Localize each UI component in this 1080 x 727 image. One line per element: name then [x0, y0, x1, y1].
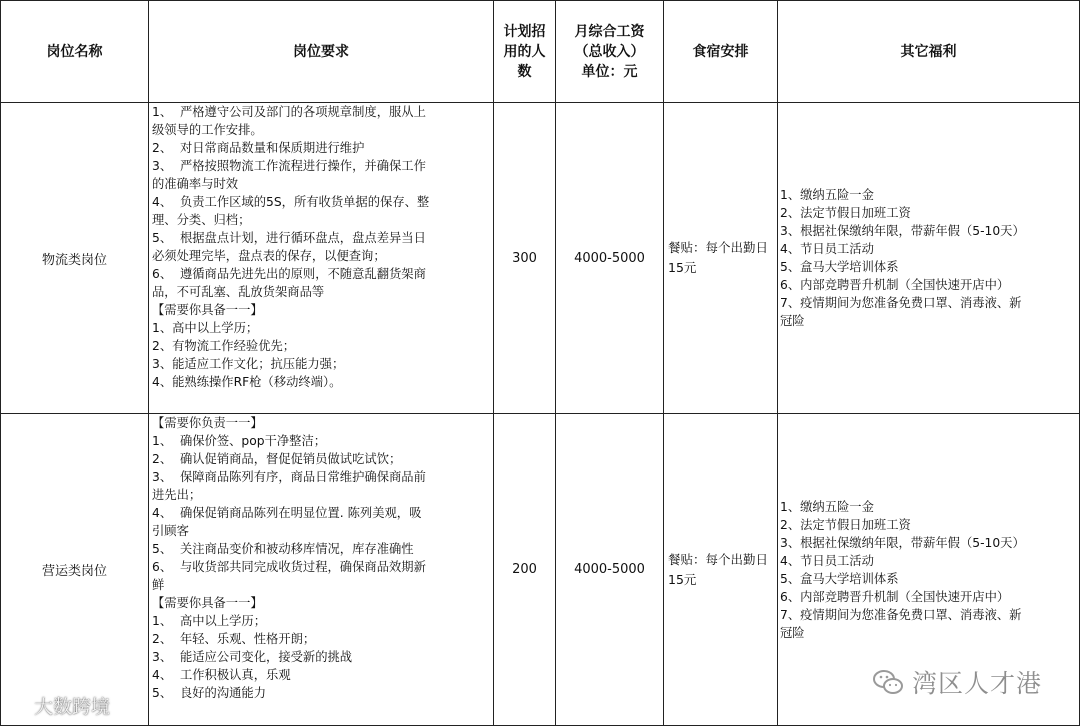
text-line: 6、 与收货部共同完成收货过程，确保商品效期新 [152, 560, 426, 574]
text-line: 的准确率与时效 [152, 177, 239, 191]
text-line: 2、 对日常商品数量和保质期进行维护 [152, 141, 365, 155]
header-headcount-line: 计划招 [503, 23, 546, 40]
text-line: 3、 严格按照物流工作流程进行操作，并确保工作 [152, 159, 426, 173]
header-headcount-line: 用的人 [503, 43, 546, 60]
text-line: 引顾客 [152, 524, 189, 538]
salary-cell: 4000-5000 [556, 414, 664, 726]
benefits-cell [778, 414, 1080, 726]
text-line: 品，不可乱塞、乱放货架商品等 [152, 285, 325, 299]
position-cell: 营运类岗位 [1, 414, 149, 726]
text-line: 2、 确认促销商品，督促促销员做试吃试饮； [152, 452, 402, 466]
text-line: 5、 良好的沟通能力 [152, 686, 267, 700]
text-line: 1、缴纳五险一金 [780, 499, 874, 514]
text-line: 5、 根据盘点计划，进行循环盘点，盘点差异当日 [152, 231, 426, 245]
text-line: 4、节日员工活动 [780, 242, 874, 256]
text-line: 7、疫情期间为您准备免费口罩、消毒液、新 [780, 607, 1022, 622]
text-line: 4、节日员工活动 [780, 553, 874, 568]
text-line: 6、内部竞聘晋升机制（全国快速开店中） [780, 278, 1010, 292]
text-line: 2、 年轻、乐观、性格开朗； [152, 632, 316, 646]
header-headcount-line: 数 [517, 63, 532, 80]
text-line: 3、根据社保缴纳年限，带薪年假（5-10天） [780, 535, 1025, 550]
text-line: 1、高中以上学历； [152, 321, 259, 335]
header-board: 食宿安排 [664, 1, 778, 103]
text-line: 5、 关注商品变价和被动移库情况，库存准确性 [152, 542, 414, 556]
header-salary-line: 月综合工资 [574, 23, 645, 40]
header-salary [556, 1, 664, 103]
requirements-cell [149, 414, 494, 726]
text-line: 级领导的工作安排。 [152, 123, 263, 137]
text-line: 3、 保障商品陈列有序，商品日常维护确保商品前 [152, 470, 426, 484]
text-line: 3、根据社保缴纳年限，带薪年假（5-10天） [780, 224, 1025, 238]
text-line: 必须处理完毕，盘点表的保存，以便查询； [152, 249, 386, 263]
board-cell: 餐贴：每个出勤日15元 [664, 103, 778, 414]
table-row-operations [1, 414, 1080, 726]
text-line: 【需要你具备一一】 [152, 303, 263, 317]
text-line: 鲜 [152, 578, 165, 592]
position-cell: 物流类岗位 [1, 103, 149, 414]
text-line: 3、 能适应公司变化，接受新的挑战 [152, 650, 353, 664]
header-salary-line: （总收入） [574, 43, 645, 60]
text-line: 1、缴纳五险一金 [780, 188, 874, 202]
text-line: 2、法定节假日加班工资 [780, 206, 911, 220]
text-line: 6、内部竞聘晋升机制（全国快速开店中） [780, 589, 1010, 604]
text-line: 进先出； [152, 488, 202, 502]
salary-cell: 4000-5000 [556, 103, 664, 414]
header-requirements: 岗位要求 [149, 1, 494, 103]
text-line: 1、 严格遵守公司及部门的各项规章制度，服从上 [152, 105, 426, 119]
text-line: 理、分类、归档； [152, 213, 251, 227]
text-line: 【需要你具备一一】 [152, 596, 263, 610]
text-line: 2、法定节假日加班工资 [780, 517, 911, 532]
watermark-left-text: 大数跨境 [34, 696, 111, 718]
text-line: 1、 高中以上学历； [152, 614, 267, 628]
text-line: 3、能适应工作文化；抗压能力强； [152, 357, 345, 371]
header-position: 岗位名称 [1, 1, 149, 103]
text-line: 4、 确保促销商品陈列在明显位置. 陈列美观，吸 [152, 506, 422, 520]
text-line: 2、有物流工作经验优先； [152, 339, 296, 353]
header-benefits: 其它福利 [778, 1, 1080, 103]
header-row [1, 1, 1080, 103]
benefits-cell [778, 103, 1080, 414]
headcount-cell: 300 [494, 103, 556, 414]
text-line: 5、盒马大学培训体系 [780, 260, 899, 274]
watermark-right-text: 湾区人才港 [912, 669, 1043, 698]
text-line: 4、 工作积极认真，乐观 [152, 668, 291, 682]
table-row-logistics [1, 103, 1080, 414]
text-line: 【需要你负责一一】 [152, 416, 263, 430]
text-line: 冠险 [780, 625, 805, 640]
text-line: 6、 遵循商品先进先出的原则，不随意乱翻货架商 [152, 267, 426, 281]
header-salary-line: 单位：元 [581, 63, 638, 80]
text-line: 4、能熟练操作RF枪（移动终端）。 [152, 375, 342, 389]
header-headcount [494, 1, 556, 103]
headcount-cell: 200 [494, 414, 556, 726]
text-line: 4、 负责工作区域的5S，所有收货单据的保存、整 [152, 195, 430, 209]
text-line: 1、 确保价签、pop干净整洁； [152, 434, 327, 448]
requirements-cell [149, 103, 494, 414]
text-line: 冠险 [780, 314, 805, 328]
text-line: 7、疫情期间为您准备免费口罩、消毒液、新 [780, 296, 1022, 310]
board-cell: 餐贴：每个出勤日15元 [664, 414, 778, 726]
text-line: 5、盒马大学培训体系 [780, 571, 899, 586]
